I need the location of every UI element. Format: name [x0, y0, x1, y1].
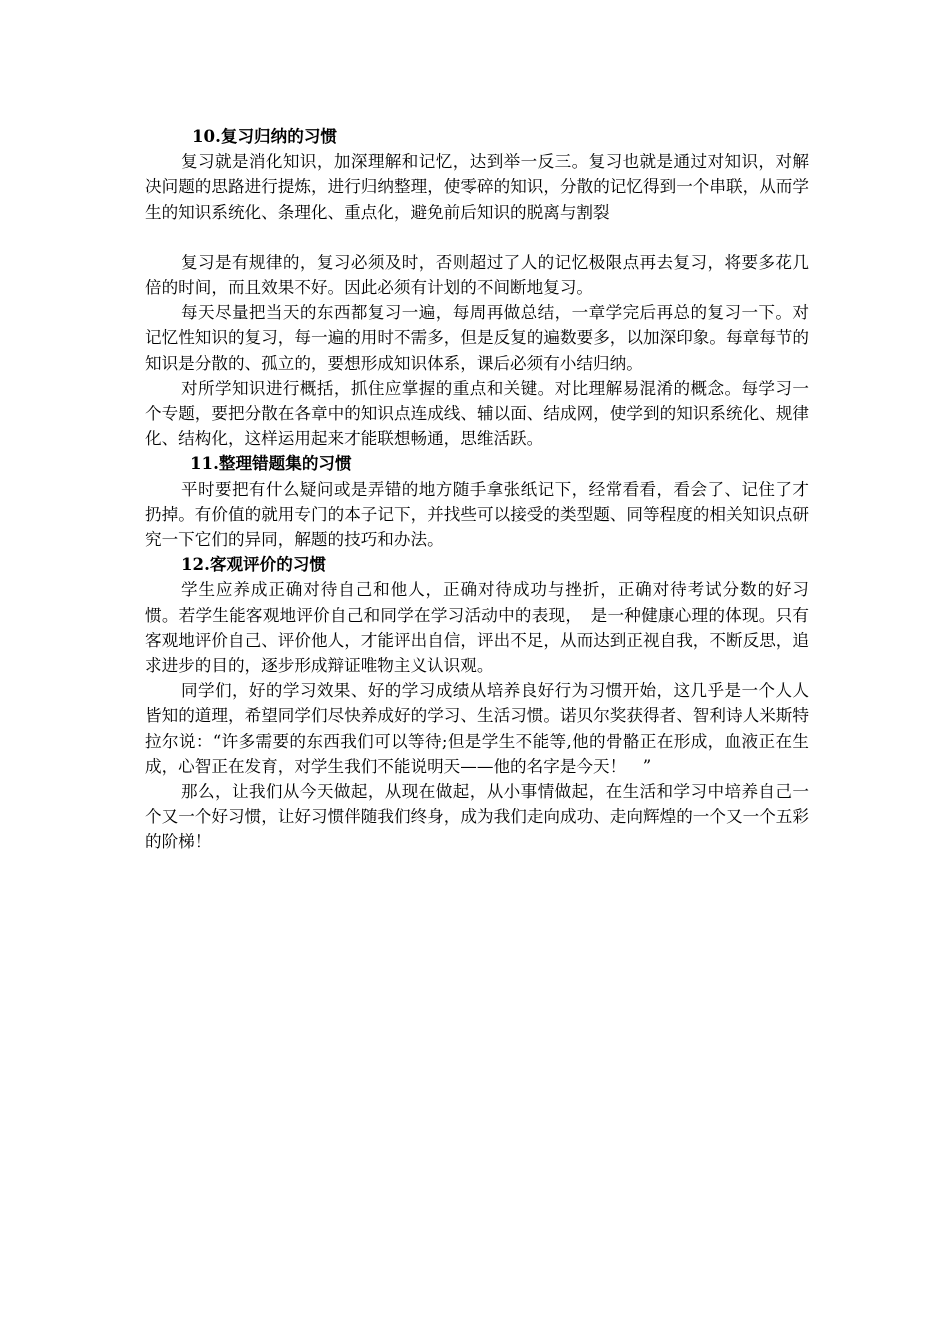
review-paragraph-3: 每天尽量把当天的东西都复习一遍，每周再做总结，一章学完后再总的复习一下。对记忆性知识的复习，每一遍的用时不需多，但是反复的遍数要多，以加深印象。每章每节的知识是分散的、孤立的，要想形成知识体系，课后必须有小结归纳。	[145, 303, 809, 373]
document-body	[145, 124, 809, 855]
review-paragraph-2: 复习是有规律的，复习必须及时，否则超过了人的记忆极限点再去复习，将要多花几倍的时间，而且效果不好。因此必须有计划的不间断地复习。	[145, 252, 809, 298]
mistakes-paragraph-1: 平时要把有什么疑问或是弄错的地方随手拿张纸记下，经常看看，看会了、记住了才扔掉。有价值的就用专门的本子记下，并找些可以接受的类型题、同等程度的相关知识点研究一下它们的异同，解题的技巧和办法。	[145, 479, 809, 550]
evaluation-paragraph-1: 学生应养成正确对待自己和他人，正确对待成功与挫折，正确对待考试分数的好习惯。若学生能客观地评价自己和同学在学习活动中的表现， 是一种健康心理的体现。只有客观地评价自己、评价他人，才能评出自信，评出不足，从而达到正视自我，不断反思，追求进步的目的，逐步形成辩证唯物主义认识观。	[145, 580, 809, 676]
section-heading-mistakes: 11.整理错题集的习惯	[190, 453, 352, 474]
evaluation-paragraph-2: 同学们，好的学习效果、好的学习成绩从培养良好行为习惯开始，这几乎是一个人人皆知的道理，希望同学们尽快养成好的学习、生活习惯。诺贝尔奖获得者、智利诗人米斯特拉尔说：“许多需要的东西我们可以等待;但是学生不能等,他的骨骼正在形成，血液正在生成，心智正在发育，对学生我们不能说明天——他的名字是今天！ ”	[145, 681, 809, 776]
review-paragraph-4: 对所学知识进行概括，抓住应掌握的重点和关键。对比理解易混淆的概念。每学习一个专题，要把分散在各章中的知识点连成线、辅以面、结成网，使学到的知识系统化、规律化、结构化，这样运用起来才能联想畅通，思维活跃。	[145, 378, 809, 449]
evaluation-paragraph-3: 那么，让我们从今天做起，从现在做起，从小事情做起，在生活和学习中培养自己一个又一个好习惯，让好习惯伴随我们终身，成为我们走向成功、走向辉煌的一个又一个五彩的阶梯！	[145, 782, 809, 852]
section-heading-evaluation: 12.客观评价的习惯	[181, 554, 327, 575]
review-paragraph-1: 复习就是消化知识，加深理解和记忆，达到举一反三。复习也就是通过对知识，对解决问题的思路进行提炼，进行归纳整理，使零碎的知识，分散的记忆得到一个串联，从而学生的知识系统化、条理化、重点化，避免前后知识的脱离与割裂	[145, 152, 809, 222]
section-heading-review: 10.复习归纳的习惯	[192, 126, 338, 146]
